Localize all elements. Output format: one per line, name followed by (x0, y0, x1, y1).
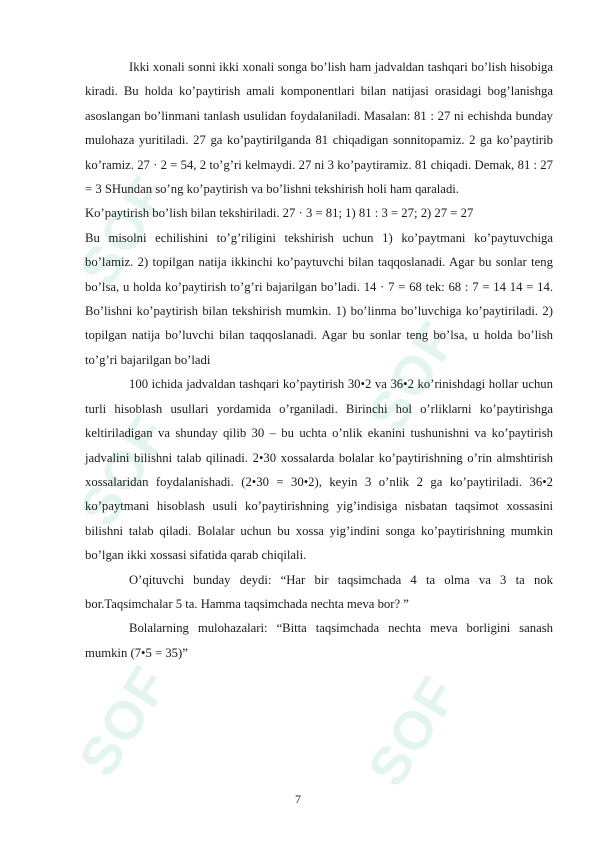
watermark-logo: SOF (357, 310, 470, 442)
watermark-logo: SOF (357, 665, 470, 797)
paragraph-multiplication-check: Ko’paytirish bo’lish bilan tekshiriladi. 27 · 3 = 81; 1) 81 : 3 = 27; 2) 27 = 27 (85, 206, 474, 221)
watermark-logo: SOF (68, 655, 181, 787)
watermark-logo: SOF (68, 165, 181, 297)
paragraph-non-table-multiplication: 100 ichida jadvaldan tashqari ko’paytirish 30•2 va 36•2 ko’rinishdagi hollar uchun turli hisoblash usullari yordamida o’rganiladi. Birinchi hol o’rliklarni ko’paytirishga keltiriladigan va shunday qilib 30 – bu uchta o’nlik ekanini tushunishni va ko’paytirish jadvalini bilishni talab qilinadi. 2•30 xossalarda bolalar ko’paytirishning o’rin almshtirish xossalaridan foydalanishadi. (2•30 = 30•2), keyin 3 o’nlik 2 ga ko’paytiriladi. 36•2 ko’paytmani hisoblash usuli ko’paytirishning yig’indisiga nisbatan taqsimot xossasini bilishni talab qiladi. Bolalar uchun bu xossa yig’indini songa ko’paytirishning mumkin bo’lgan ikki xossasi sifatida qarab chiqilali. (85, 377, 553, 563)
paragraph-teacher-question: O’qituvchi bunday deydi: “Har bir taqsimchada 4 ta olma va 3 ta nok bor.Taqsimchalar 5 ta. Hamma taqsimchada nechta meva bor? ” (85, 572, 553, 611)
paragraph-verification-steps: Bu misolni echilishini to’g’riligini tekshirish uchun 1) ko’paytmani ko’paytuvchiga bo’lamiz. 2) topilgan natija ikkinchi ko’paytuvchi bilan taqqoslanadi. Agar bu sonlar teng bo’lsa, u holda ko’paytirish to’g’ri bajarilgan bo’ladi. 14 · 7 = 68 tek: 68 : 7 = 14 14 = 14. Bo’lishni ko’paytirish bilan tekshirish mumkin. 1) bo’linma bo’luvchiga ko’paytiriladi. 2) topilgan natija bo’luvchi bilan taqqoslanadi. Agar bu sonlar teng bo’lsa, u holda bo’lish to’g’ri bajarilgan bo’ladi (85, 230, 553, 367)
page-body (85, 55, 553, 665)
page-number: 7 (295, 792, 301, 806)
paragraph-division-method: Ikki xonali sonni ikki xonali songa bo’lish ham jadvaldan tashqari bo’lish hisobiga kiradi. Bu holda ko’paytirish amali komponentlari bilan natijasi orasidagi bog’lanishga asoslangan bo’linmani tanlash usulidan foydalaniladi. Masalan: 81 : 27 ni echishda bunday mulohaza yuritiladi. 27 ga ko’paytirilganda 81 chiqadigan sonnitopamiz. 2 ga ko’paytirib ko’ramiz. 27 · 2 = 54, 2 to’g’ri kelmaydi. 27 ni 3 ko’paytiramiz. 81 chiqadi. Demak, 81 : 27 = 3 SHundan so’ng ko’paytirish va bo’lishni tekshirish holi ham qaraladi. (85, 60, 553, 197)
watermark-logo: SOF (68, 405, 181, 537)
paragraph-children-reasoning: Bolalarning mulohazalari: “Bitta taqsimchada nechta meva borligini sanash mumkin (7•5 = 35)” (85, 621, 553, 660)
